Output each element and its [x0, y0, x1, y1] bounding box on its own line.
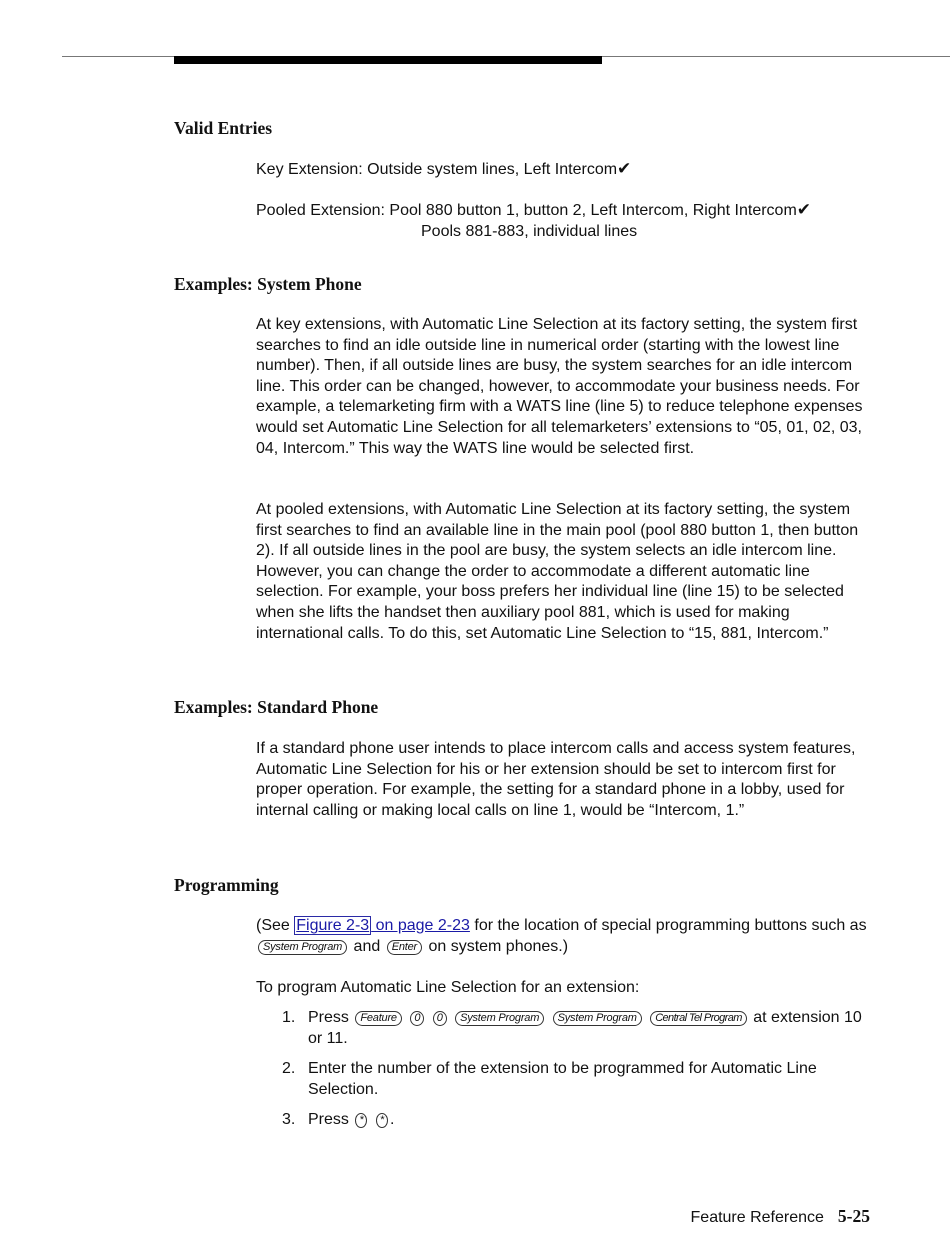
step-3: 3. Press * * .	[282, 1111, 395, 1129]
figure-link[interactable]: Figure 2-3 on page 2-23	[296, 917, 470, 934]
programming-see-note: (See Figure 2-3 on page 2-23 for the location of special programming buttons such as System Program and Enter on system phones.)	[256, 917, 867, 955]
system-program-key: System Program	[553, 1011, 642, 1026]
star-key: *	[355, 1113, 367, 1128]
check-mark-icon: ✔	[796, 200, 812, 220]
page-number: 5-25	[837, 1206, 870, 1226]
programming-intro: To program Automatic Line Selection for an extension:	[256, 979, 640, 996]
system-program-key: System Program	[258, 940, 347, 955]
footer-title: Feature Reference	[690, 1209, 824, 1226]
enter-key: Enter	[387, 940, 422, 955]
heading-valid-entries: Valid Entries	[174, 118, 273, 138]
header-bar	[174, 56, 602, 64]
feature-key: Feature	[355, 1011, 402, 1026]
heading-examples-standard-phone: Examples: Standard Phone	[174, 697, 379, 717]
standard-phone-para: If a standard phone user intends to place intercom calls and access system features, Automatic Line Selection for his or her extension should be set to intercom first for proper operation. For example, the setting for a standard phone in a lobby, used for internal calling or making local calls on line 1, would be “Intercom, 1.”	[256, 740, 856, 819]
step-1: 1. Press Feature 0 0 System Program System Program Central Tel Program at extension 10 or 11.	[282, 1009, 862, 1047]
programming-steps	[256, 1008, 876, 1141]
star-key: *	[376, 1113, 388, 1128]
pooled-extension-line2: Pools 881-883, individual lines	[421, 222, 638, 240]
valid-entry-pooled-extension: Pooled Extension: Pool 880 button 1, button 2, Left Intercom, Right Intercom✔ Pools 881-883, individual lines	[256, 200, 876, 242]
page-footer	[691, 1206, 870, 1227]
heading-examples-system-phone: Examples: System Phone	[174, 274, 362, 294]
zero-key: 0	[410, 1011, 424, 1026]
heading-programming: Programming	[174, 875, 279, 895]
system-program-key: System Program	[455, 1011, 544, 1026]
step-2: 2. Enter the number of the extension to be programmed for Automatic Line Selection.	[282, 1060, 817, 1098]
zero-key: 0	[433, 1011, 447, 1026]
system-phone-para-2: At pooled extensions, with Automatic Line Selection at its factory setting, the system first searches to find an available line in the main pool (pool 880 button 1, then button 2). If all outside lines in the pool are busy, the system selects an idle intercom line. However, you can change the order to accommodate a different automatic line selection. For example, your boss prefers her individual line (line 15) to be selected when she lifts the handset then auxiliary pool 881, which is used for making international calls. To do this, set Automatic Line Selection to “15, 881, Intercom.”	[256, 501, 859, 642]
valid-entry-key-extension: Key Extension: Outside system lines, Left Intercom✔	[256, 159, 632, 179]
check-mark-icon: ✔	[617, 159, 632, 179]
central-tel-program-key: Central Tel Program	[650, 1011, 747, 1026]
system-phone-para-1: At key extensions, with Automatic Line Selection at its factory setting, the system first searches to find an idle outside line in numerical order (starting with the lowest line number). Then, if all outside lines are busy, the system searches for an idle intercom line. This order can be changed, however, to accommodate your business needs. For example, a telemarketing firm with a WATS line (line 5) to reduce telephone expenses would set Automatic Line Selection for all telemarketers’ extensions to “05, 01, 02, 03, 04, Intercom.” This way the WATS line would be selected first.	[256, 316, 863, 457]
